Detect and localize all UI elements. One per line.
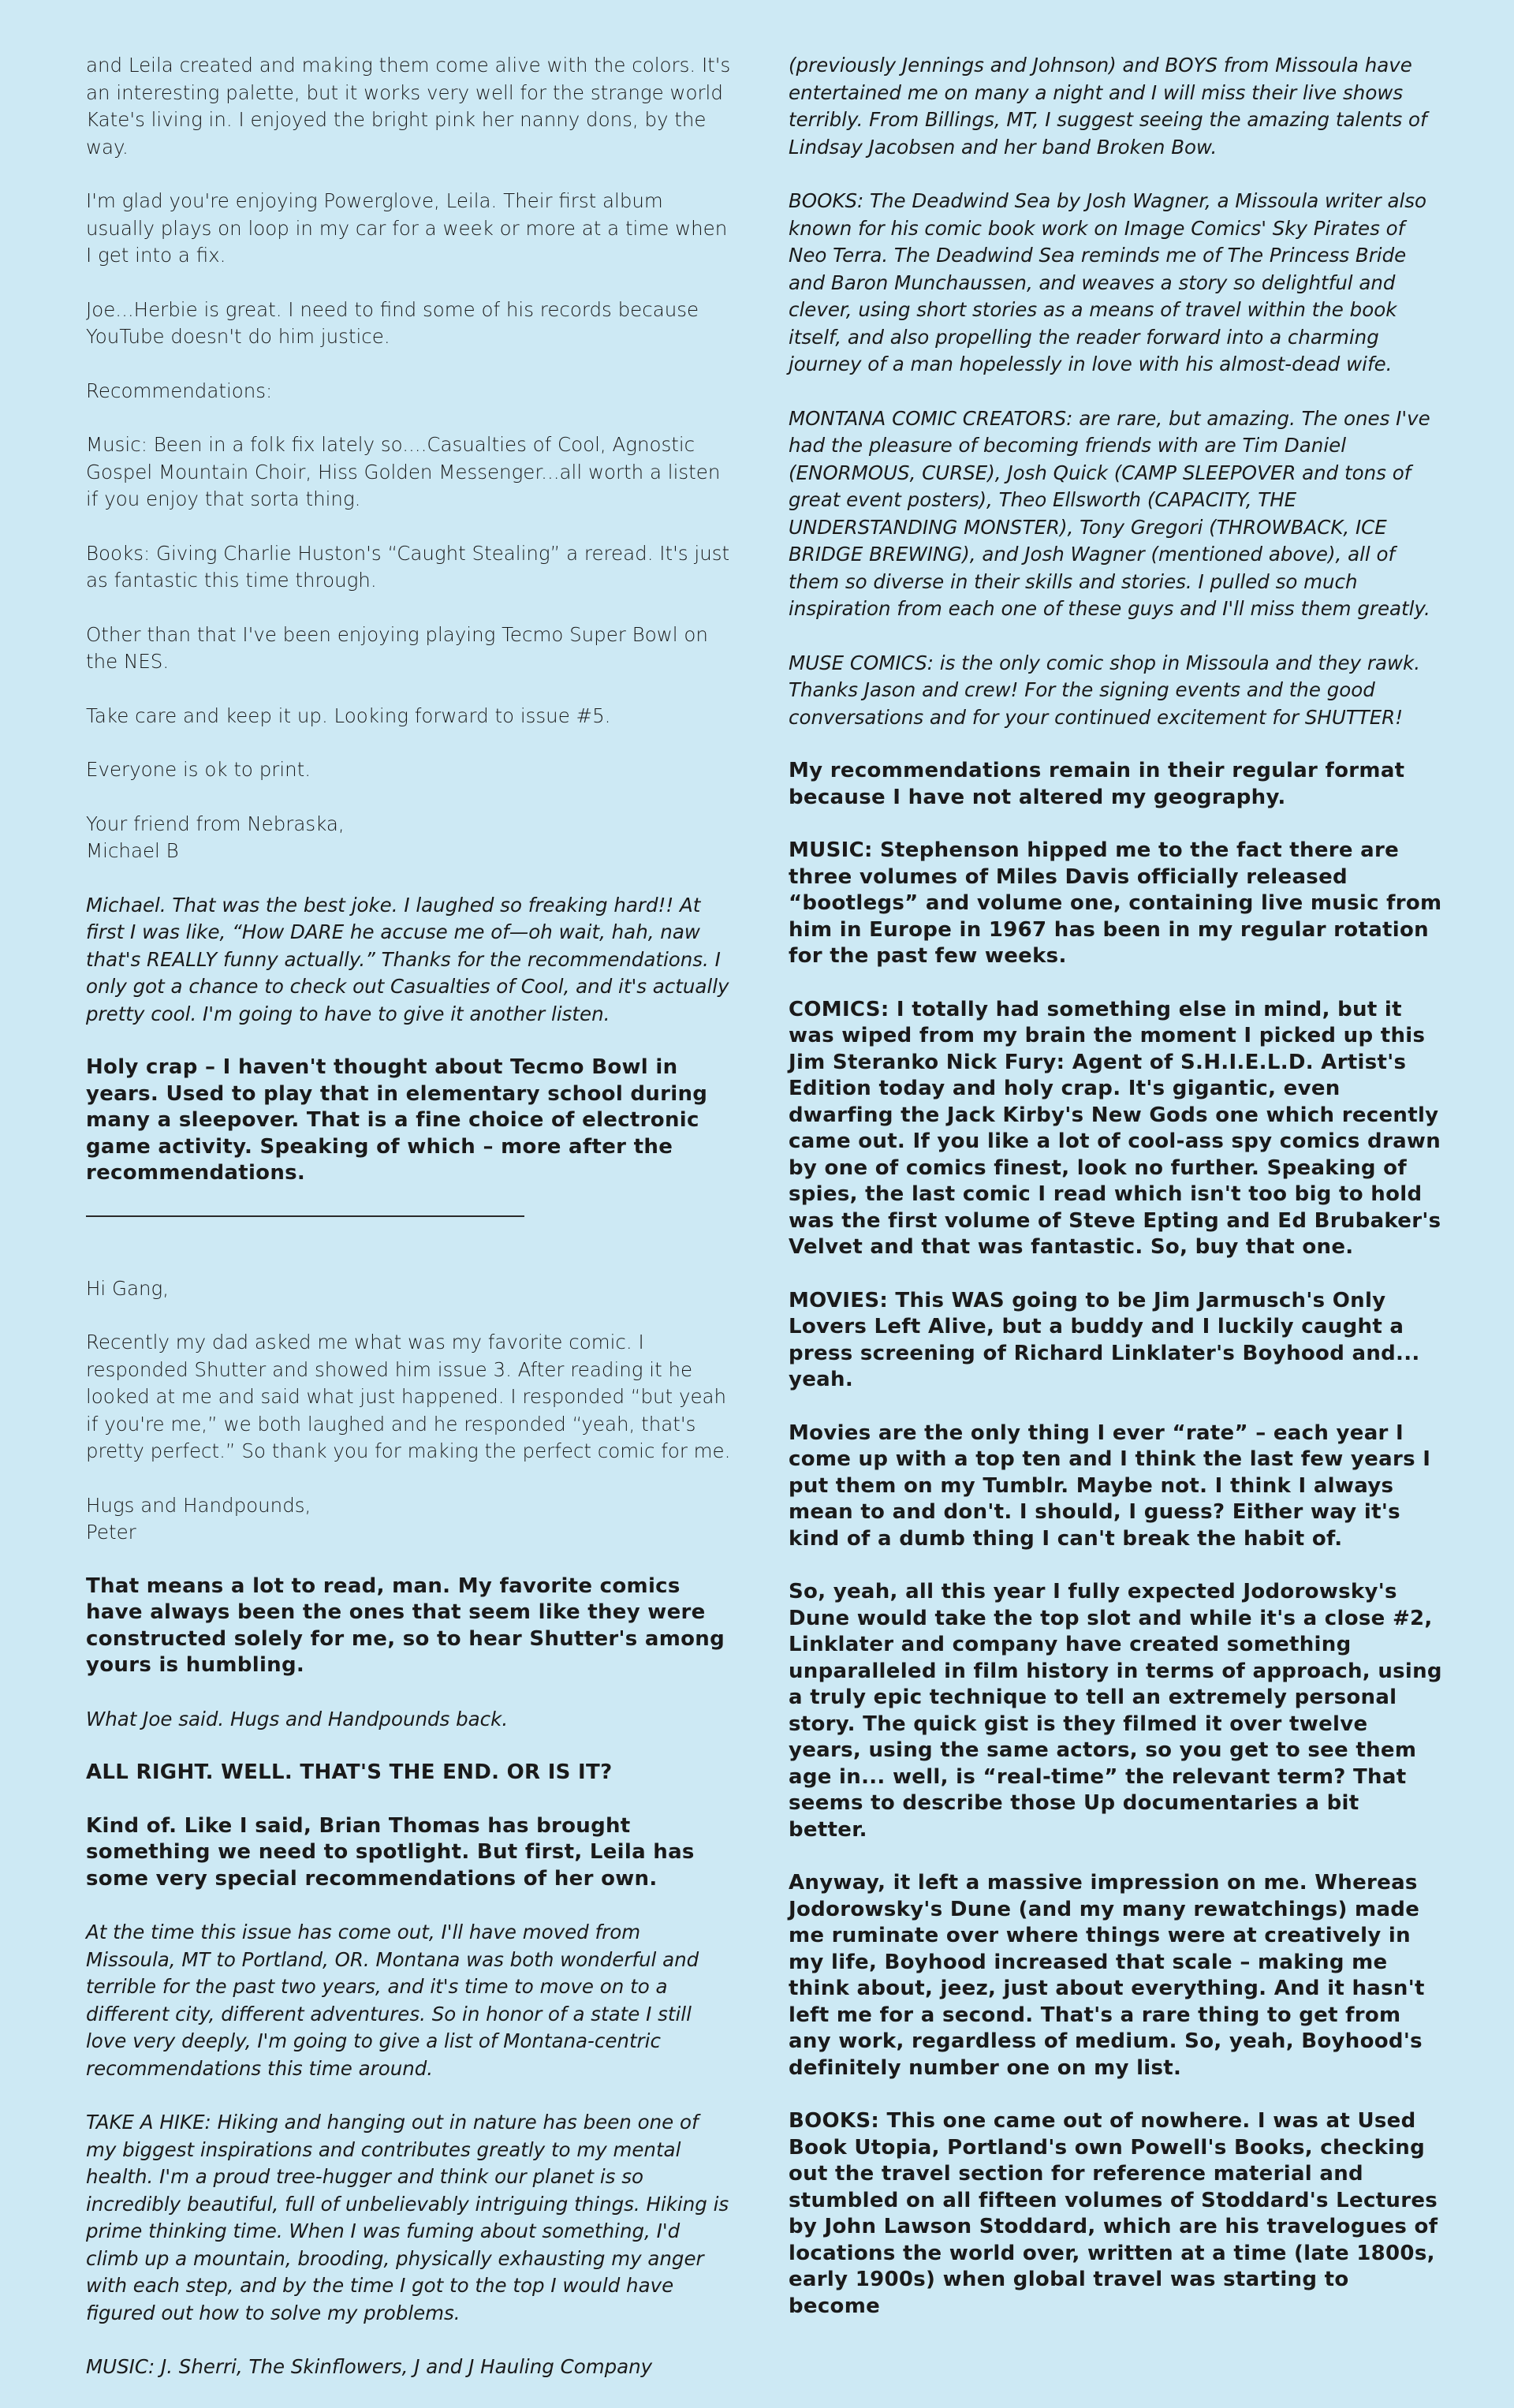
letter-greeting: Hi Gang, <box>86 1276 170 1300</box>
joe-recommendations: MOVIES: This WAS going to be Jim Jarmusch's Only Lovers Left Alive, but a buddy and I luckily caught a press screening of Richard Linklater's Boyhood and... yeah. <box>789 1288 1420 1391</box>
letter-paragraph: Music: Been in a folk fix lately so....Casualties of Cool, Agnostic Gospel Mountain Choir, Hiss Golden Messenger...all worth a listen if you enjoy that sorta thing. <box>86 433 721 510</box>
letter-paragraph: Take care and keep it up. Looking forward to issue #5. <box>86 704 611 727</box>
joe-recommendations: Anyway, it left a massive impression on me. Whereas Jodorowsky's Dune (and my many rewatchings) made me ruminate over where things were at creatively in my life, Boyhood increased that scale – making me think about, jeez, just about everything. And it hasn't left me for a second. That's a rare thing to get from any work, regardless of medium. So, yeah, Boyhood's definitely number one on my list. <box>789 1871 1425 2080</box>
leila-recommendations: MONTANA COMIC CREATORS: are rare, but amazing. The ones I've had the pleasure of becoming friends with are Tim Daniel (ENORMOUS, CURSE), Josh Quick (CAMP SLEEPOVER and tons of great event posters), Theo Ellsworth (CAPACITY, THE UNDERSTANDING MONSTER), Tony Gregori (THROWBACK, ICE BRIDGE BREWING), and Josh Wagner (mentioned above), all of them so diverse in their skills and stories. I pulled so much inspiration from each one of these guys and I'll miss them greatly. <box>789 406 1430 620</box>
joe-recommendations: My recommendations remain in their regular format because I have not altered my geography. <box>789 759 1405 809</box>
letter-paragraph: Everyone is ok to print. <box>86 758 311 781</box>
leila-recommendations: (previously Jennings and Johnson) and BOYS from Missoula have entertained me on many a night and I will miss their live shows terribly. From Billings, MT, I suggest seeing the amazing talents of Lindsay Jacobsen and her band Broken Bow. <box>789 54 1427 159</box>
letter-paragraph: Books: Giving Charlie Huston's “Caught Stealing” a reread. It's just as fantastic this time through. <box>86 541 730 592</box>
reply-joe: Kind of. Like I said, Brian Thomas has brought something we need to spotlight. But first, Leila has some very special recommendations of her own. <box>86 1813 695 1891</box>
leila-recommendations: MUSIC: J. Sherri, The Skinflowers, J and J Hauling Company <box>86 2355 653 2378</box>
letter-paragraph: and Leila created and making them come alive with the colors. It's an interesting palette, but it works very well for the strange world Kate's living in. I enjoyed the bright pink her nanny dons, by the way. <box>86 54 731 159</box>
letter-paragraph: Joe...Herbie is great. I need to find some of his records because YouTube doesn't do him justice. <box>86 297 699 348</box>
leila-recommendations: MUSE COMICS: is the only comic shop in Missoula and they rawk. Thanks Jason and crew! For the signing events and the good conversations and for your continued excitement for SHUTTER! <box>789 651 1420 729</box>
reply-joe: That means a lot to read, man. My favorite comics have always been the ones that seem like they were constructed solely for me, so to hear Shutter's among yours is humbling. <box>86 1574 725 1677</box>
leila-recommendations: BOOKS: The Deadwind Sea by Josh Wagner, a Missoula writer also known for his comic book work on Image Comics' Sky Pirates of Neo Terra. The Deadwind Sea reminds me of The Princess Bride and Baron Munchaussen, and weaves a story so delightful and clever, using short stories as a means of travel within the book itself, and also propelling the reader forward into a charming journey of a man hopelessly in love with his almost-dead wife. <box>789 189 1427 375</box>
leila-recommendations: At the time this issue has come out, I'll have moved from Missoula, MT to Portland, OR. Montana was both wonderful and terrible for the past two years, and it's time to move on to a different city, different adventures. So in honor of a state I still love very deeply, I'm going to give a list of Montana-centric recommendations this time around. <box>86 1921 699 2080</box>
joe-recommendations: So, yeah, all this year I fully expected Jodorowsky's Dune would take the top slot and while it's a close #2, Linklater and company have created something unparalleled in film history in terms of approach, using a truly epic technique to tell an extremely personal story. The quick gist is they filmed it over twelve years, using the same actors, so you get to see them age in... well, is “real-time” the relevant term? That seems to describe those Up documentaries a bit better. <box>789 1580 1442 1842</box>
letter-signature: Your friend from Nebraska, Michael B <box>86 812 345 862</box>
reply-leila: Michael. That was the best joke. I laughed so freaking hard!! At first I was like, “How DARE he accuse me of—oh wait, hah, naw that's REALLY funny actually.” Thanks for the recommendations. I only got a chance to check out Casualties of Cool, and it's actually pretty cool. I'm going to have to give it another listen. <box>86 893 729 1025</box>
right-column <box>789 52 1443 2346</box>
leila-recommendations: TAKE A HIKE: Hiking and hanging out in nature has been one of my biggest inspirations and contributes greatly to my mental health. I'm a proud tree-hugger and think our planet is so incredibly beautiful, full of unbelievably intriguing things. Hiking is prime thinking time. When I was fuming about something, I'd climb up a mountain, brooding, physically exhausting my anger with each step, and by the time I got to the top I would have figured out how to solve my problems. <box>86 2111 729 2324</box>
reply-joe: Holy crap – I haven't thought about Tecmo Bowl in years. Used to play that in elementary school during many a sleepover. That is a fine choice of electronic game activity. Speaking of which – more after the recommendations. <box>86 1055 708 1185</box>
letter-paragraph: I'm glad you're enjoying Powerglove, Leila. Their first album usually plays on loop in my car for a week or more at a time when I get into a fix. <box>86 189 728 267</box>
letter-paragraph: Recently my dad asked me what was my favorite comic. I responded Shutter and showed him issue 3. After reading it he looked at me and said what just happened. I responded “but yeah if you're me,” we both laughed and he responded “yeah, that's pretty perfect.” So thank you for making the perfect comic for me. <box>86 1331 731 1462</box>
letter-signature: Hugs and Handpounds, Peter <box>86 1493 311 1544</box>
joe-recommendations: BOOKS: This one came out of nowhere. I was at Used Book Utopia, Portland's own Powell's Books, checking out the travel section for reference material and stumbled on all fifteen volumes of Stoddard's Lectures by John Lawson Stoddard, which are his travelogues of locations the world over, written at a time (late 1800s, early 1900s) when global travel was starting to become <box>789 2109 1438 2318</box>
letter-paragraph: Other than that I've been enjoying playing Tecmo Super Bowl on the NES. <box>86 622 708 673</box>
section-divider <box>86 1215 524 1217</box>
reply-leila: What Joe said. Hugs and Handpounds back. <box>86 1707 509 1730</box>
joe-recommendations: COMICS: I totally had something else in mind, but it was wiped from my brain the moment I picked up this Jim Steranko Nick Fury: Agent of S.H.I.E.L.D. Artist's Edition today and holy crap. It's gigantic, even dwarfing the Jack Kirby's New Gods one which recently came out. If you like a lot of cool-ass spy comics drawn by one of comics finest, look no further. Speaking of spies, the last comic I read which isn't too big to hold was the first volume of Steve Epting and Ed Brubaker's Velvet and that was fantastic. So, buy that one. <box>789 997 1441 1259</box>
letter-paragraph: Recommendations: <box>86 379 273 402</box>
joe-recommendations: MUSIC: Stephenson hipped me to the fact there are three volumes of Miles Davis officially released “bootlegs” and volume one, containing live music from him in Europe in 1967 has been in my regular rotation for the past few weeks. <box>789 838 1442 968</box>
left-column <box>86 52 733 2408</box>
section-heading: ALL RIGHT. WELL. THAT'S THE END. OR IS IT? <box>86 1760 613 1784</box>
joe-recommendations: Movies are the only thing I ever “rate” – each year I come up with a top ten and I think the last few years I put them on my Tumblr. Maybe not. I think I always mean to and don't. I should, I guess? Either way it's kind of a dumb thing I can't break the habit of. <box>789 1421 1431 1551</box>
